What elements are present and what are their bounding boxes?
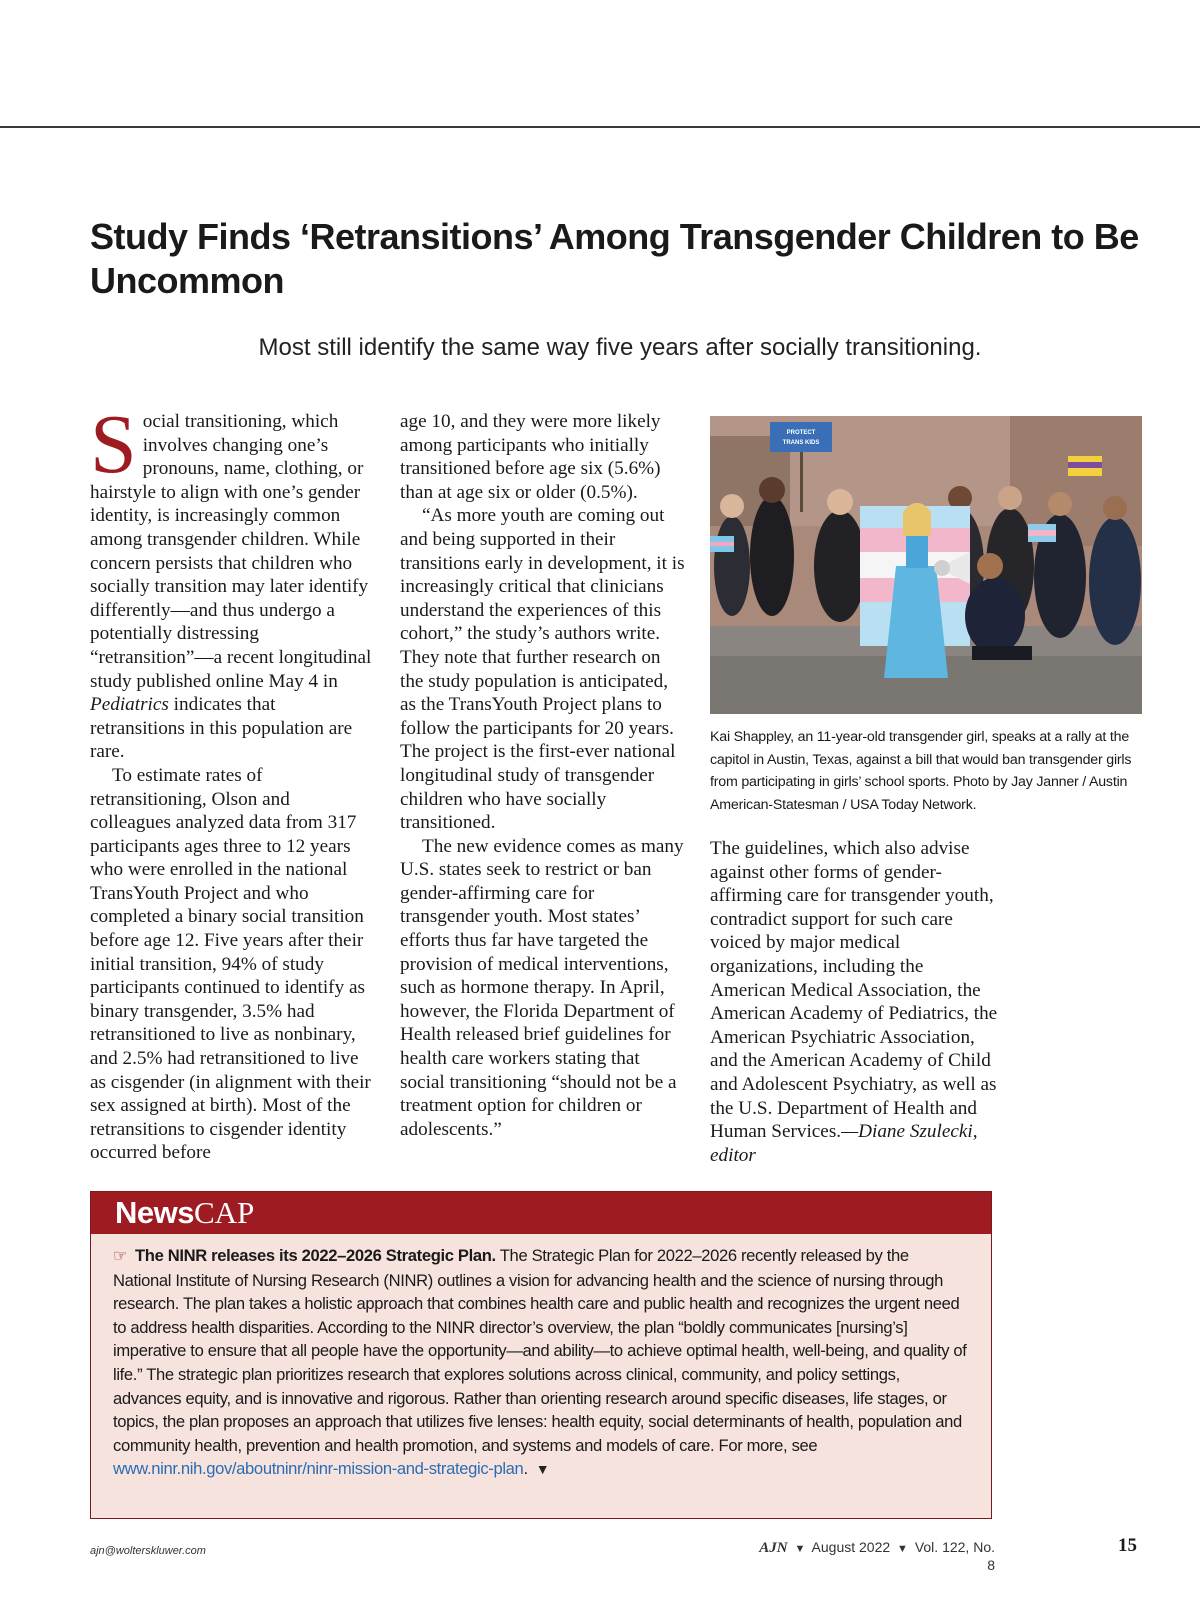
rally-photo-illustration [710,416,1142,714]
paragraph-1-end: indicates that retransitions in this population are rare. [90,694,353,763]
article-deck: Most still identify the same way five years after socially transitioning. [258,334,982,361]
end-mark-icon: ▼ [535,1461,550,1478]
paragraph-3: age 10, and they were more likely among participants who initially transitioned before age six (5.6%) than at age six or older (0.5%). [400,411,661,503]
byline: —Diane Szulecki, editor [710,1121,978,1166]
drop-cap: S [90,398,137,491]
paragraph-6 [710,837,1000,1167]
journal-name: Pediatrics [90,694,169,716]
newscap-text: The Strategic Plan for 2022–2026 recently released by the National Institute of Nursing Research (NINR) outlines a vision for advancing health and the science of nursing through research. The plan takes a holistic approach that combines health care and public health and recognizes the urgent need to address health disparities. According to the NINR director’s overview, the plan “boldly communicates [nursing’s] imperative to ensure that all people have the opportunity—and ability—to achieve optimal health, well-being, and quality of life.” The strategic plan prioritizes research that explores solutions across clinical, community, and policy settings, advances equity, and is innovative and rigorous. Rather than orienting research around specific diseases, life stages, or topics, the plan proposes an approach that utilizes five lenses: health equity, social determinants of health, population and community health, prevention and health promotion, and systems and models of care. For more, see [113,1246,967,1455]
paragraph-1-text: ocial transitioning, which involves changing one’s pronouns, name, clothing, or hairstyle to align with one’s gender identity, is increasingly common among transgender children. While concern persists that children who socially transition may later identify differently—and thus undergo a potentially distressing “retransition”—a recent longitudinal study published online May 4 in [90,411,372,692]
paragraph-6-text: The guidelines, which also advise against other forms of gender-affirming care for transgender youth, contradict support for such care voiced by major medical organizations, including the American Medical Association, the American Academy of Pediatrics, the American Psychiatric Association, and the American Academy of Child and Adolescent Psychiatry, as well as the U.S. Department of Health and Human Services. [710,838,998,1143]
separator-icon: ▼ [794,1543,806,1555]
paragraph-4: “As more youth are coming out and being supported in their transitions early in development, it is increasingly critical that clinicians understand the experiences of this cohort,” the study’s authors write. They note that further research on the study population is anticipated, as the TransYouth Project plans to follow the participants for 20 years. The project is the first-ever national longitudinal study of transgender children who have socially transitioned. [400,505,685,834]
paragraph-1 [90,398,375,764]
footer-issue-info [750,1539,995,1573]
separator-icon-2: ▼ [897,1543,908,1555]
footer-email: ajn@wolterskluwer.com [90,1545,206,1557]
svg-text:PROTECT: PROTECT [786,430,816,436]
top-rule [0,126,1200,128]
footer-date: August 2022 [811,1539,891,1555]
footer-volume: Vol. 122, No. 8 [914,1539,995,1573]
newscap-title-bold: News [115,1195,194,1230]
pointing-hand-icon: ☞ [113,1248,127,1265]
photo-caption: Kai Shappley, an 11-year-old transgender girl, speaks at a rally at the capitol in Austin, Texas, against a bill that would ban transgender girls from participating in girls’ school sports. Photo by Jay Janner / Austin American-Statesman / USA Today Network. [710,729,1132,813]
svg-text:TRANS KIDS: TRANS KIDS [782,440,820,446]
article-column-3 [710,837,1000,1167]
paragraph-5: The new evidence comes as many U.S. states seek to restrict or ban gender-affirming care for transgender youth. Most states’ efforts thus far have targeted the provision of medical interventions, such as hormone therapy. In April, however, the Florida Department of Health released brief guidelines for health care workers stating that social transitioning “should not be a treatment option for children or adolescents.” [400,835,684,1140]
newscap-title-bar [91,1192,991,1234]
footer-journal: AJN [759,1540,788,1556]
article-headline: Study Finds ‘Retransitions’ Among Transgender Children to Be Uncommon [90,216,1139,301]
ninr-strategic-plan-link[interactable]: www.ninr.nih.gov/aboutninr/ninr-mission-and-strategic-plan [113,1459,524,1479]
newscap-title-light: CAP [193,1195,255,1230]
newscap-box [90,1191,992,1519]
newscap-body [91,1234,991,1482]
article-column-2 [400,410,685,1141]
newscap-end-period: . [523,1459,528,1479]
newscap-lead: The NINR releases its 2022–2026 Strategic Plan. [135,1246,496,1265]
article-column-1 [90,398,375,1165]
paragraph-2: To estimate rates of retransitioning, Olson and colleagues analyzed data from 317 participants ages three to 12 years who were enrolled in the national TransYouth Project and who completed a binary social transition before age 12. Five years after their initial transition, 94% of study participants continued to identify as binary transgender, 3.5% had retransitioned to live as nonbinary, and 2.5% had retransitioned to live as cisgender (in alignment with their sex assigned at birth). Most of the retransitions to cisgender identity occurred before [90,764,371,1164]
rally-photo [710,416,1142,714]
page-number: 15 [1118,1535,1137,1556]
